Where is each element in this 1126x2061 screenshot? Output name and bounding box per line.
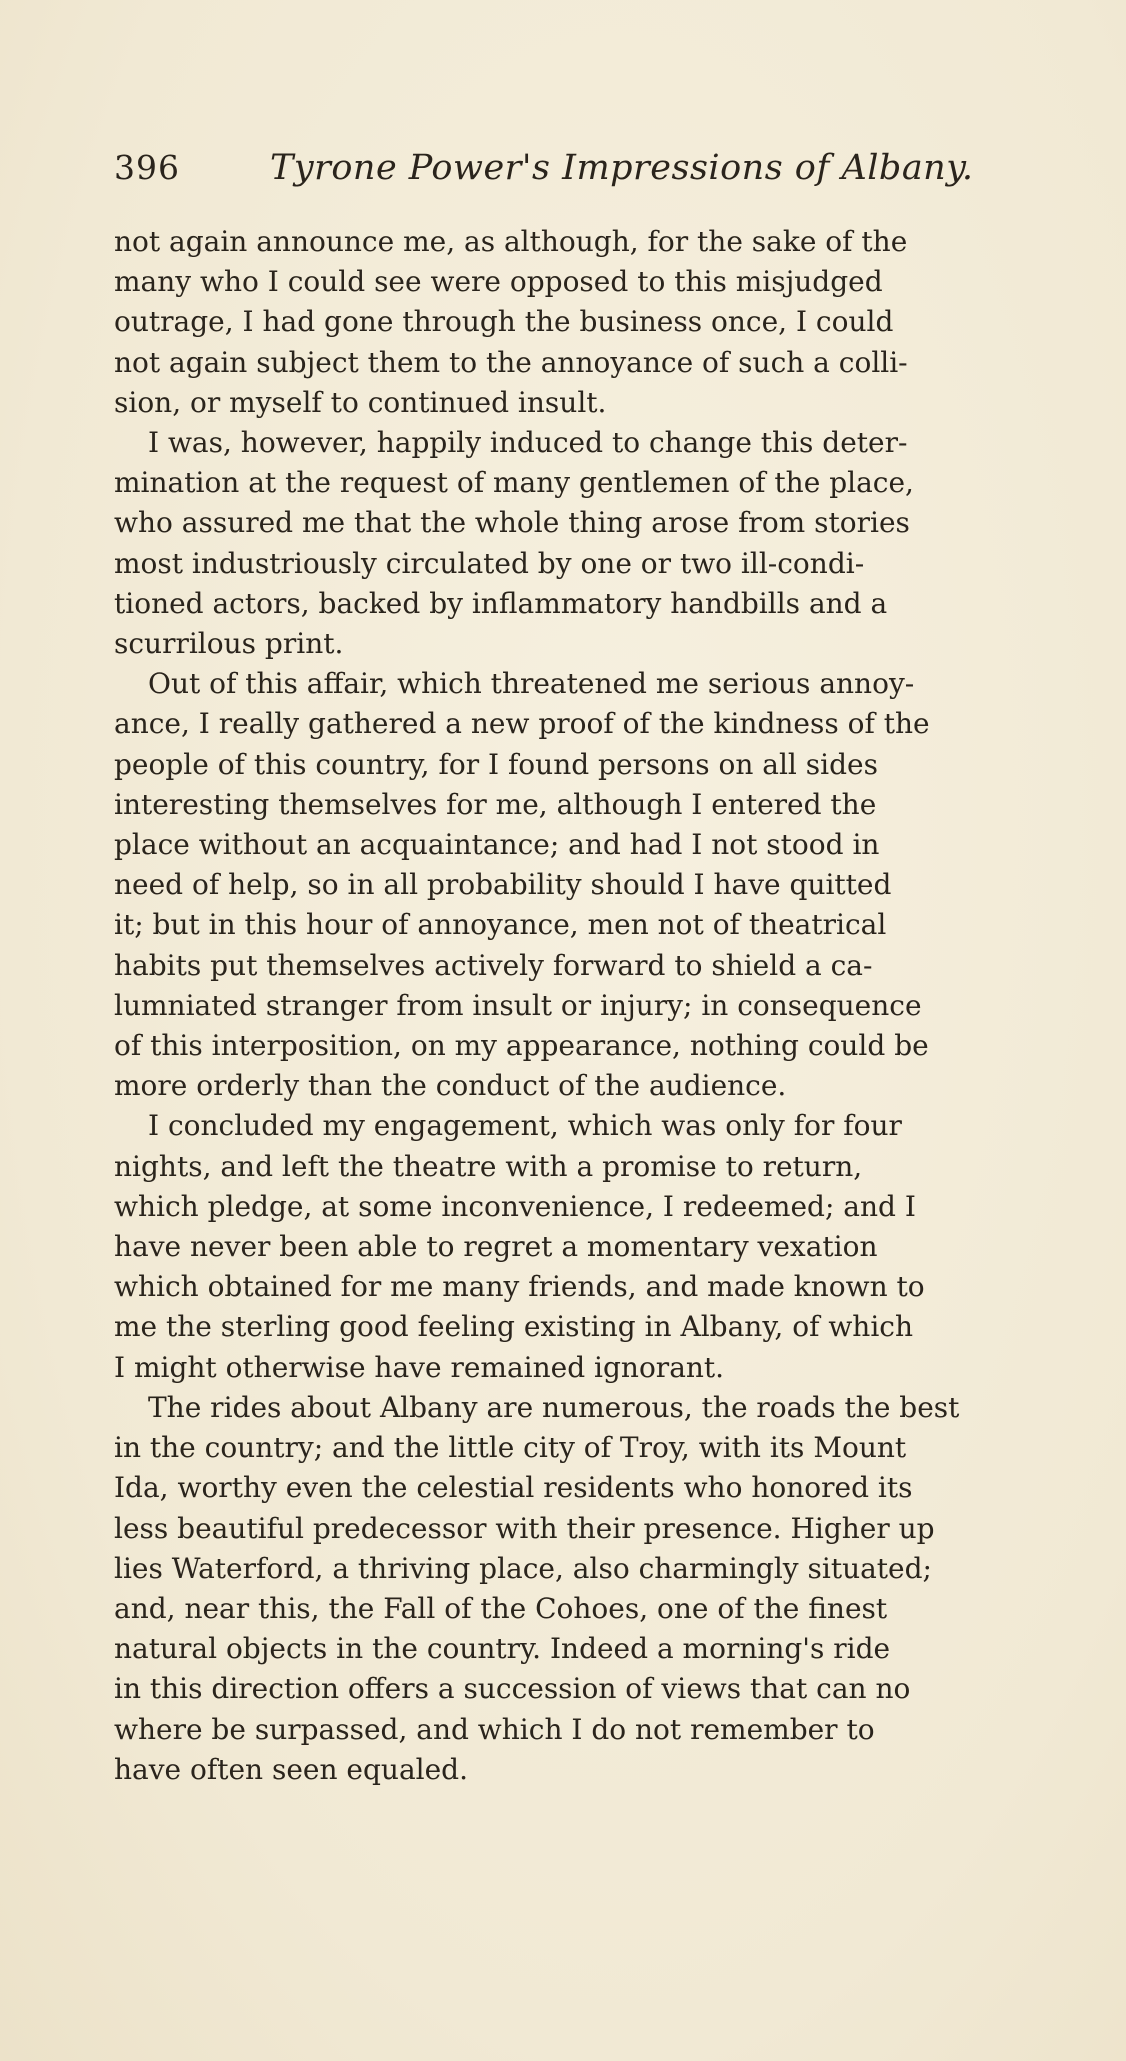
text-line: in this direction offers a succession of views that can no (114, 1672, 911, 1706)
text-line: in the country; and the little city of Troy, with its Mount (114, 1431, 907, 1465)
paragraph (114, 1106, 1090, 1387)
paragraph (114, 423, 1090, 664)
text-line: it; but in this hour of annoyance, men not of theatrical (114, 908, 887, 942)
text-line: outrage, I had gone through the business once, I could (114, 305, 894, 339)
text-line: of this interposition, on my appearance, nothing could be (114, 1029, 929, 1063)
text-line: tioned actors, backed by inflammatory handbills and a (114, 586, 888, 620)
text-line: where be surpassed, and which I do not remember to (114, 1712, 875, 1746)
text-line: natural objects in the country. Indeed a morning's ride (114, 1632, 891, 1666)
text-line: more orderly than the conduct of the audience. (114, 1069, 787, 1103)
text-line: less beautiful predecessor with their presence. Higher up (114, 1511, 935, 1545)
text-line: and, near this, the Fall of the Cohoes, one of the finest (114, 1591, 888, 1625)
text-line: have never been able to regret a momentary vexation (114, 1230, 878, 1264)
text-line: scurrilous print. (114, 627, 344, 661)
text-line: have often seen equaled. (114, 1752, 469, 1786)
text-line: most industriously circulated by one or two ill-condi- (114, 546, 865, 580)
text-line: I was, however, happily induced to change this deter- (148, 426, 908, 460)
text-line: need of help, so in all probability should I have quitted (114, 868, 892, 902)
text-line: habits put themselves actively forward to shield a ca- (114, 948, 873, 982)
text-line: lies Waterford, a thriving place, also charmingly situated; (114, 1551, 932, 1585)
paragraph (114, 664, 1090, 1106)
page-number: 396 (114, 148, 180, 187)
running-head: Tyrone Power's Impressions of Albany. (270, 148, 974, 188)
text-line: which pledge, at some inconvenience, I redeemed; and I (114, 1189, 916, 1223)
text-line: sion, or myself to continued insult. (114, 385, 607, 419)
text-line: many who I could see were opposed to this misjudged (114, 265, 883, 299)
text-line: which obtained for me many friends, and made known to (114, 1270, 925, 1304)
text-line: The rides about Albany are numerous, the roads the best (148, 1390, 960, 1424)
text-line: Out of this affair, which threatened me serious annoy- (148, 667, 915, 701)
text-line: not again announce me, as although, for the sake of the (114, 225, 908, 258)
text-line: me the sterling good feeling existing in Albany, of which (114, 1310, 914, 1344)
text-line: mination at the request of many gentlemen of the place, (114, 466, 914, 500)
paragraph (114, 222, 1090, 423)
paragraph (114, 1388, 1090, 1790)
text-line: Ida, worthy even the celestial residents who honored its (114, 1471, 913, 1505)
text-line: ance, I really gathered a new proof of the kindness of the (114, 707, 930, 741)
text-line: interesting themselves for me, although I entered the (114, 787, 877, 821)
text-line: nights, and left the theatre with a promise to return, (114, 1149, 863, 1183)
text-line: who assured me that the whole thing arose from stories (114, 506, 910, 540)
text-line: people of this country, for I found persons on all sides (114, 747, 878, 781)
body-text (114, 222, 1090, 1790)
text-line: lumniated stranger from insult or injury; in consequence (114, 988, 922, 1022)
text-line: I concluded my engagement, which was only for four (148, 1109, 902, 1143)
text-line: place without an acquaintance; and had I not stood in (114, 828, 880, 862)
text-line: I might otherwise have remained ignorant. (114, 1350, 725, 1384)
page-header (114, 148, 1014, 198)
text-line: not again subject them to the annoyance of such a colli- (114, 345, 908, 379)
